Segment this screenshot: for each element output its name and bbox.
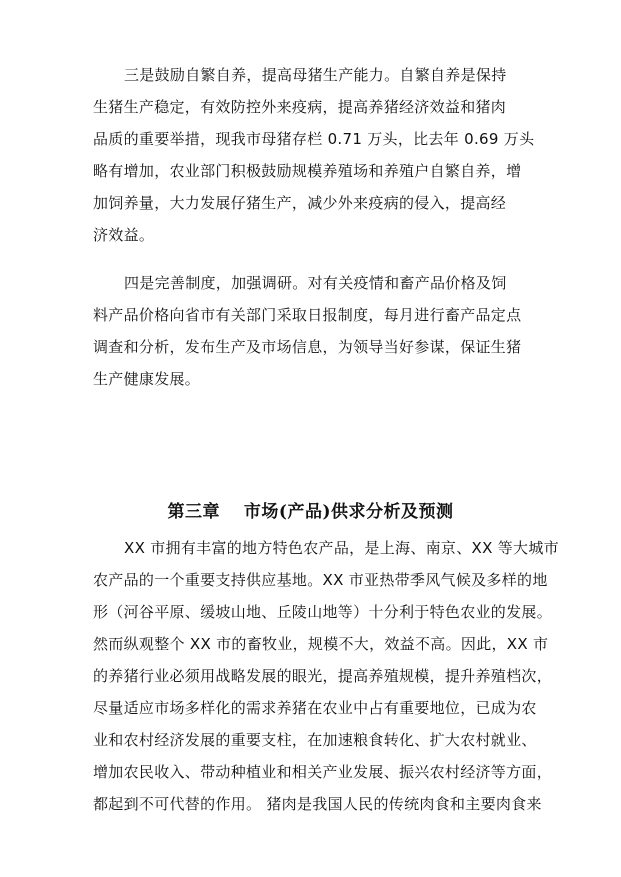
text-line: 然而纵观整个 XX 市的畜牧业，规模不大，效益不高。因此，XX 市 xyxy=(93,635,549,653)
text-line: 业和农村经济发展的重要支柱，在加速粮食转化、扩大农村就业、 xyxy=(93,731,537,749)
text-line: 的养猪行业必须用战略发展的眼光，提高养殖规模，提升养殖档次， xyxy=(93,667,553,685)
text-line: 形（河谷平原、缓坡山地、丘陵山地等）十分利于特色农业的发展。 xyxy=(93,603,553,621)
text-line: 济效益。 xyxy=(93,226,155,244)
text-line: XX 市拥有丰富的地方特色农产品，是上海、南京、XX 等大城市 xyxy=(124,539,559,557)
text-line: 料产品价格向省市有关部门采取日报制度，每月进行畜产品定点 xyxy=(93,306,522,324)
text-line: 品质的重要举措，现我市母猪存栏 0.71 万头，比去年 0.69 万头 xyxy=(93,130,535,148)
text-line: 都起到不可代替的作用。 猪肉是我国人民的传统肉食和主要肉食来 xyxy=(93,795,542,813)
text-line: 农产品的一个重要支持供应基地。XX 市亚热带季风气候及多样的地 xyxy=(93,571,548,589)
text-line: 略有增加，农业部门积极鼓励规模养殖场和养殖户自繁自养，增 xyxy=(93,162,522,180)
text-line: 生猪生产稳定，有效防控外来疫病，提高养猪经济效益和猪肉 xyxy=(93,98,507,116)
text-line: 尽量适应市场多样化的需求养猪在农业中占有重要地位，已成为农 xyxy=(93,699,537,717)
text-line: 生产健康发展。 xyxy=(93,370,201,388)
text-line: 增加农民收入、带动种植业和相关产业发展、振兴农村经济等方面， xyxy=(93,763,553,781)
chapter-heading: 第三章 市场(产品)供求分析及预测 xyxy=(167,502,454,522)
text-line: 调查和分析，发布生产及市场信息，为领导当好参谋，保证生猪 xyxy=(93,338,522,356)
text-line: 加饲养量，大力发展仔猪生产，减少外来疫病的侵入，提高经 xyxy=(93,194,507,212)
text-line: 四是完善制度，加强调研。对有关疫情和畜产品价格及饲 xyxy=(124,274,507,292)
paragraph-encourage-breeding xyxy=(93,59,533,251)
text-line: 三是鼓励自繁自养，提高母猪生产能力。自繁自养是保持 xyxy=(124,66,507,84)
paragraph-improve-system xyxy=(93,267,533,395)
paragraph-market-analysis xyxy=(93,532,559,820)
